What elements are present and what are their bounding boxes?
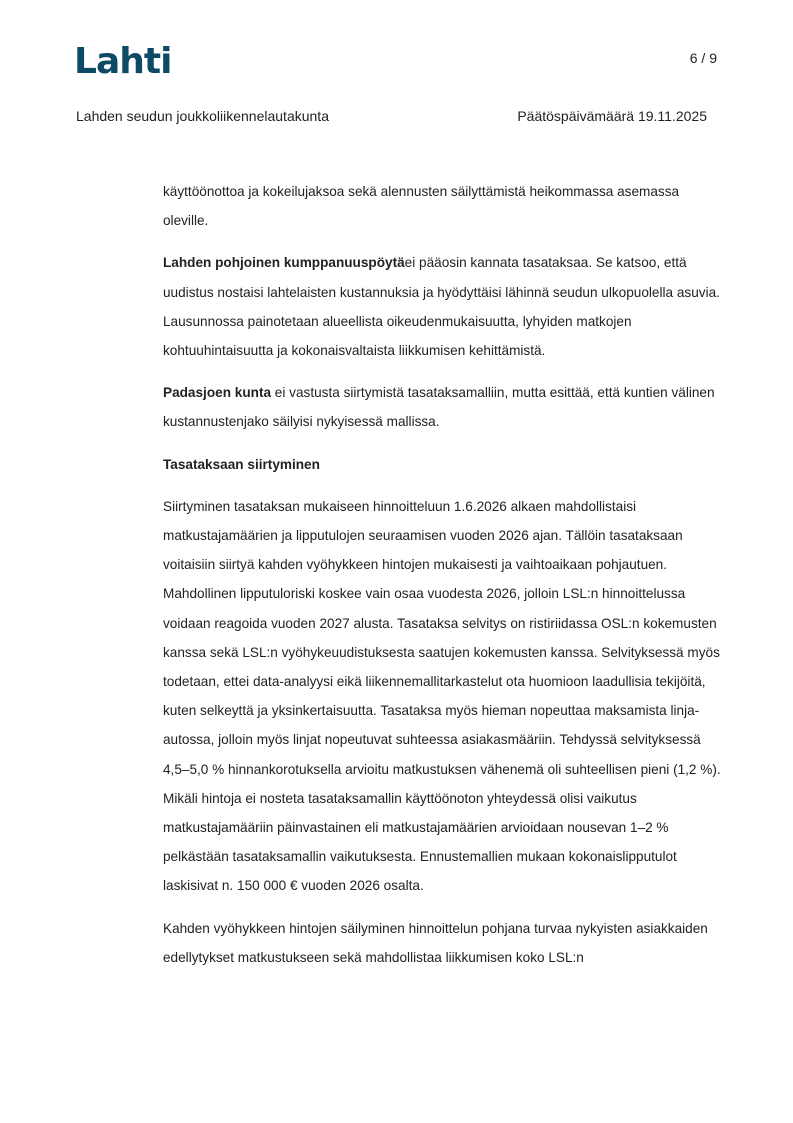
paragraph: Kahden vyöhykkeen hintojen säilyminen hinnoittelun pohjana turvaa nykyisten asiakkaiden edellytykset matkustukseen sekä mahdollistaa liikkumisen koko LSL:n — [163, 920, 708, 965]
paragraph-bold-lead: Lahden pohjoinen kumppanuuspöytä — [163, 255, 405, 271]
decision-date: Päätöspäivämäärä 19.11.2025 — [517, 108, 707, 124]
paragraph-text: ei pääosin kannata tasataksaa. Se katsoo, että uudistus nostaisi lahtelaisten kustannuksia ja hyödyttäisi lähinnä seudun ulkopuolella asuvia. Lausunnossa painotetaan alueellista oikeudenmukaisuutta, lyhyiden matkojen kohtuuhintaisuutta ja kokonaisvaltaista liikkumisen kehittämistä. — [163, 255, 720, 359]
page-number: 6 / 9 — [689, 50, 717, 66]
document-body — [163, 177, 723, 985]
paragraph: Siirtyminen tasataksan mukaiseen hinnoitteluun 1.6.2026 alkaen mahdollistaisi matkustajamäärien ja lipputulojen seuraamisen vuoden 2026 ajan. Tällöin tasataksaan voitaisiin siirtyä kahden vyöhykkeen hintojen mukaisesti ja vaihtoaikaan pohjautuen. Mahdollinen lipputuloriski koskee vain osaa vuodesta 2026, jolloin LSL:n hinnoittelussa voidaan reagoida vuoden 2027 alusta. Tasataksa selvitys on ristiriidassa OSL:n kokemusten kanssa sekä LSL:n vyöhykeuudistuksesta saatujen kokemusten kanssa. Selvityksessä myös todetaan, ettei data-analyysi eikä liikennemallitarkastelut ota huomioon laadullisia tekijöitä, kuten selkeyttä ja yksinkertaisuutta. Tasataksa myös hieman nopeuttaa maksamista linja-autossa, jolloin myös linjat nopeutuvat suhteessa asiakasmääriin. Tehdyssä selvityksessä 4,5–5,0 % hinnankorotuksella arvioitu matkustuksen vähenemä oli suhteellisen pieni (1,2 %). Mikäli hintoja ei nosteta tasataksamallin käyttöönoton yhteydessä olisi vaikutus matkustajamääriin päinvastainen eli matkustajamäärien arvioidaan nousevan 1–2 % pelkästään tasataksamallin vaikutuksesta. Ennustemallien mukaan kokonaislipputulot laskisivat n. 150 000 € vuoden 2026 osalta. — [163, 498, 721, 894]
organization-name: Lahden seudun joukkoliikennelautakunta — [76, 108, 329, 124]
lahti-logo: Lahti — [74, 41, 172, 82]
paragraph: käyttöönottoa ja kokeilujaksoa sekä alennusten säilyttämistä heikommassa asemassa oleville. — [163, 184, 680, 229]
paragraph-text: ei vastusta siirtymistä tasataksamalliin, mutta esittää, että kuntien välinen kustannustenjako säilyisi nykyisessä mallissa. — [163, 385, 715, 430]
section-heading: Tasataksaan siirtyminen — [163, 456, 320, 472]
paragraph-bold-lead: Padasjoen kunta — [163, 385, 272, 401]
paragraph — [163, 248, 723, 365]
paragraph — [163, 378, 723, 436]
